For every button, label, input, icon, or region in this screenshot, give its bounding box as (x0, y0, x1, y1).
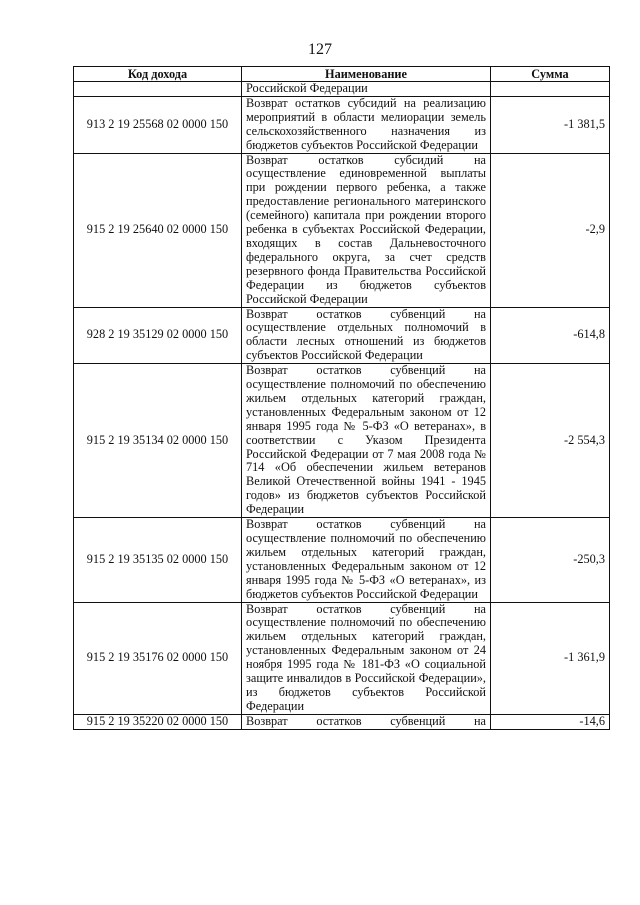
table-row (74, 307, 610, 364)
income-sum: -614,8 (491, 307, 610, 364)
income-name: Возврат остатков субсидий на осуществление единовременной выплаты при рождении первого ребенка, а также предоставление регионального материнского (семейного) капитала при рождении второго ребенка в субъектах Российской Федерации, входящих в состав Дальневосточного федерального округа, за счет средств резервного фонда Правительства Российской Федерации из бюджетов субъектов Российской Федерации (242, 153, 491, 307)
income-name: Возврат остатков субсидий на реализацию мероприятий в области мелиорации земель сельскохозяйственного назначения из бюджетов субъектов Российской Федерации (242, 96, 491, 153)
table-row (74, 714, 610, 729)
table-row (74, 153, 610, 307)
income-name: Возврат остатков субвенций на осуществление полномочий по обеспечению жильем отдельных категорий граждан, установленных Федеральным законом от 12 января 1995 года № 5-ФЗ «О ветеранах», из бюджетов субъектов Российской Федерации (242, 518, 491, 602)
income-name: Возврат остатков субвенций на (242, 714, 491, 729)
income-name: Возврат остатков субвенций на осуществление отдельных полномочий в области лесных отношений из бюджетов субъектов Российской Федерации (242, 307, 491, 364)
income-sum: -250,3 (491, 518, 610, 602)
table-row (74, 518, 610, 602)
table-row (74, 602, 610, 714)
income-sum (491, 82, 610, 97)
income-name: Возврат остатков субвенций на осуществление полномочий по обеспечению жильем отдельных категорий граждан, установленных Федеральным законом от 12 января 1995 года № 5-ФЗ «О ветеранах», в соответствии с Указом Президента Российской Федерации от 7 мая 2008 года № 714 «Об обеспечении жильем ветеранов Великой Отечественной войны 1941 - 1945 годов» из бюджетов субъектов Российской Федерации (242, 364, 491, 518)
income-code: 915 2 19 35135 02 0000 150 (74, 518, 242, 602)
income-name: Российской Федерации (242, 82, 491, 97)
income-code: 915 2 19 35220 02 0000 150 (74, 714, 242, 729)
income-sum: -2,9 (491, 153, 610, 307)
page-number: 127 (308, 41, 332, 58)
table-row (74, 364, 610, 518)
header-sum: Сумма (491, 67, 610, 82)
income-code: 915 2 19 35176 02 0000 150 (74, 602, 242, 714)
revenue-table (73, 66, 610, 730)
header-name: Наименование (242, 67, 491, 82)
income-sum: -1 361,9 (491, 602, 610, 714)
income-code: 915 2 19 35134 02 0000 150 (74, 364, 242, 518)
income-name: Возврат остатков субвенций на осуществление полномочий по обеспечению жильем отдельных категорий граждан, установленных Федеральным законом от 24 ноября 1995 года № 181-ФЗ «О социальной защите инвалидов в Российской Федерации», из бюджетов субъектов Российской Федерации (242, 602, 491, 714)
income-code (74, 82, 242, 97)
income-sum: -14,6 (491, 714, 610, 729)
income-sum: -2 554,3 (491, 364, 610, 518)
income-code: 928 2 19 35129 02 0000 150 (74, 307, 242, 364)
table-row (74, 96, 610, 153)
table-header-row (74, 67, 610, 82)
income-sum: -1 381,5 (491, 96, 610, 153)
income-code: 915 2 19 25640 02 0000 150 (74, 153, 242, 307)
table-row (74, 82, 610, 97)
header-code: Код дохода (74, 67, 242, 82)
income-code: 913 2 19 25568 02 0000 150 (74, 96, 242, 153)
